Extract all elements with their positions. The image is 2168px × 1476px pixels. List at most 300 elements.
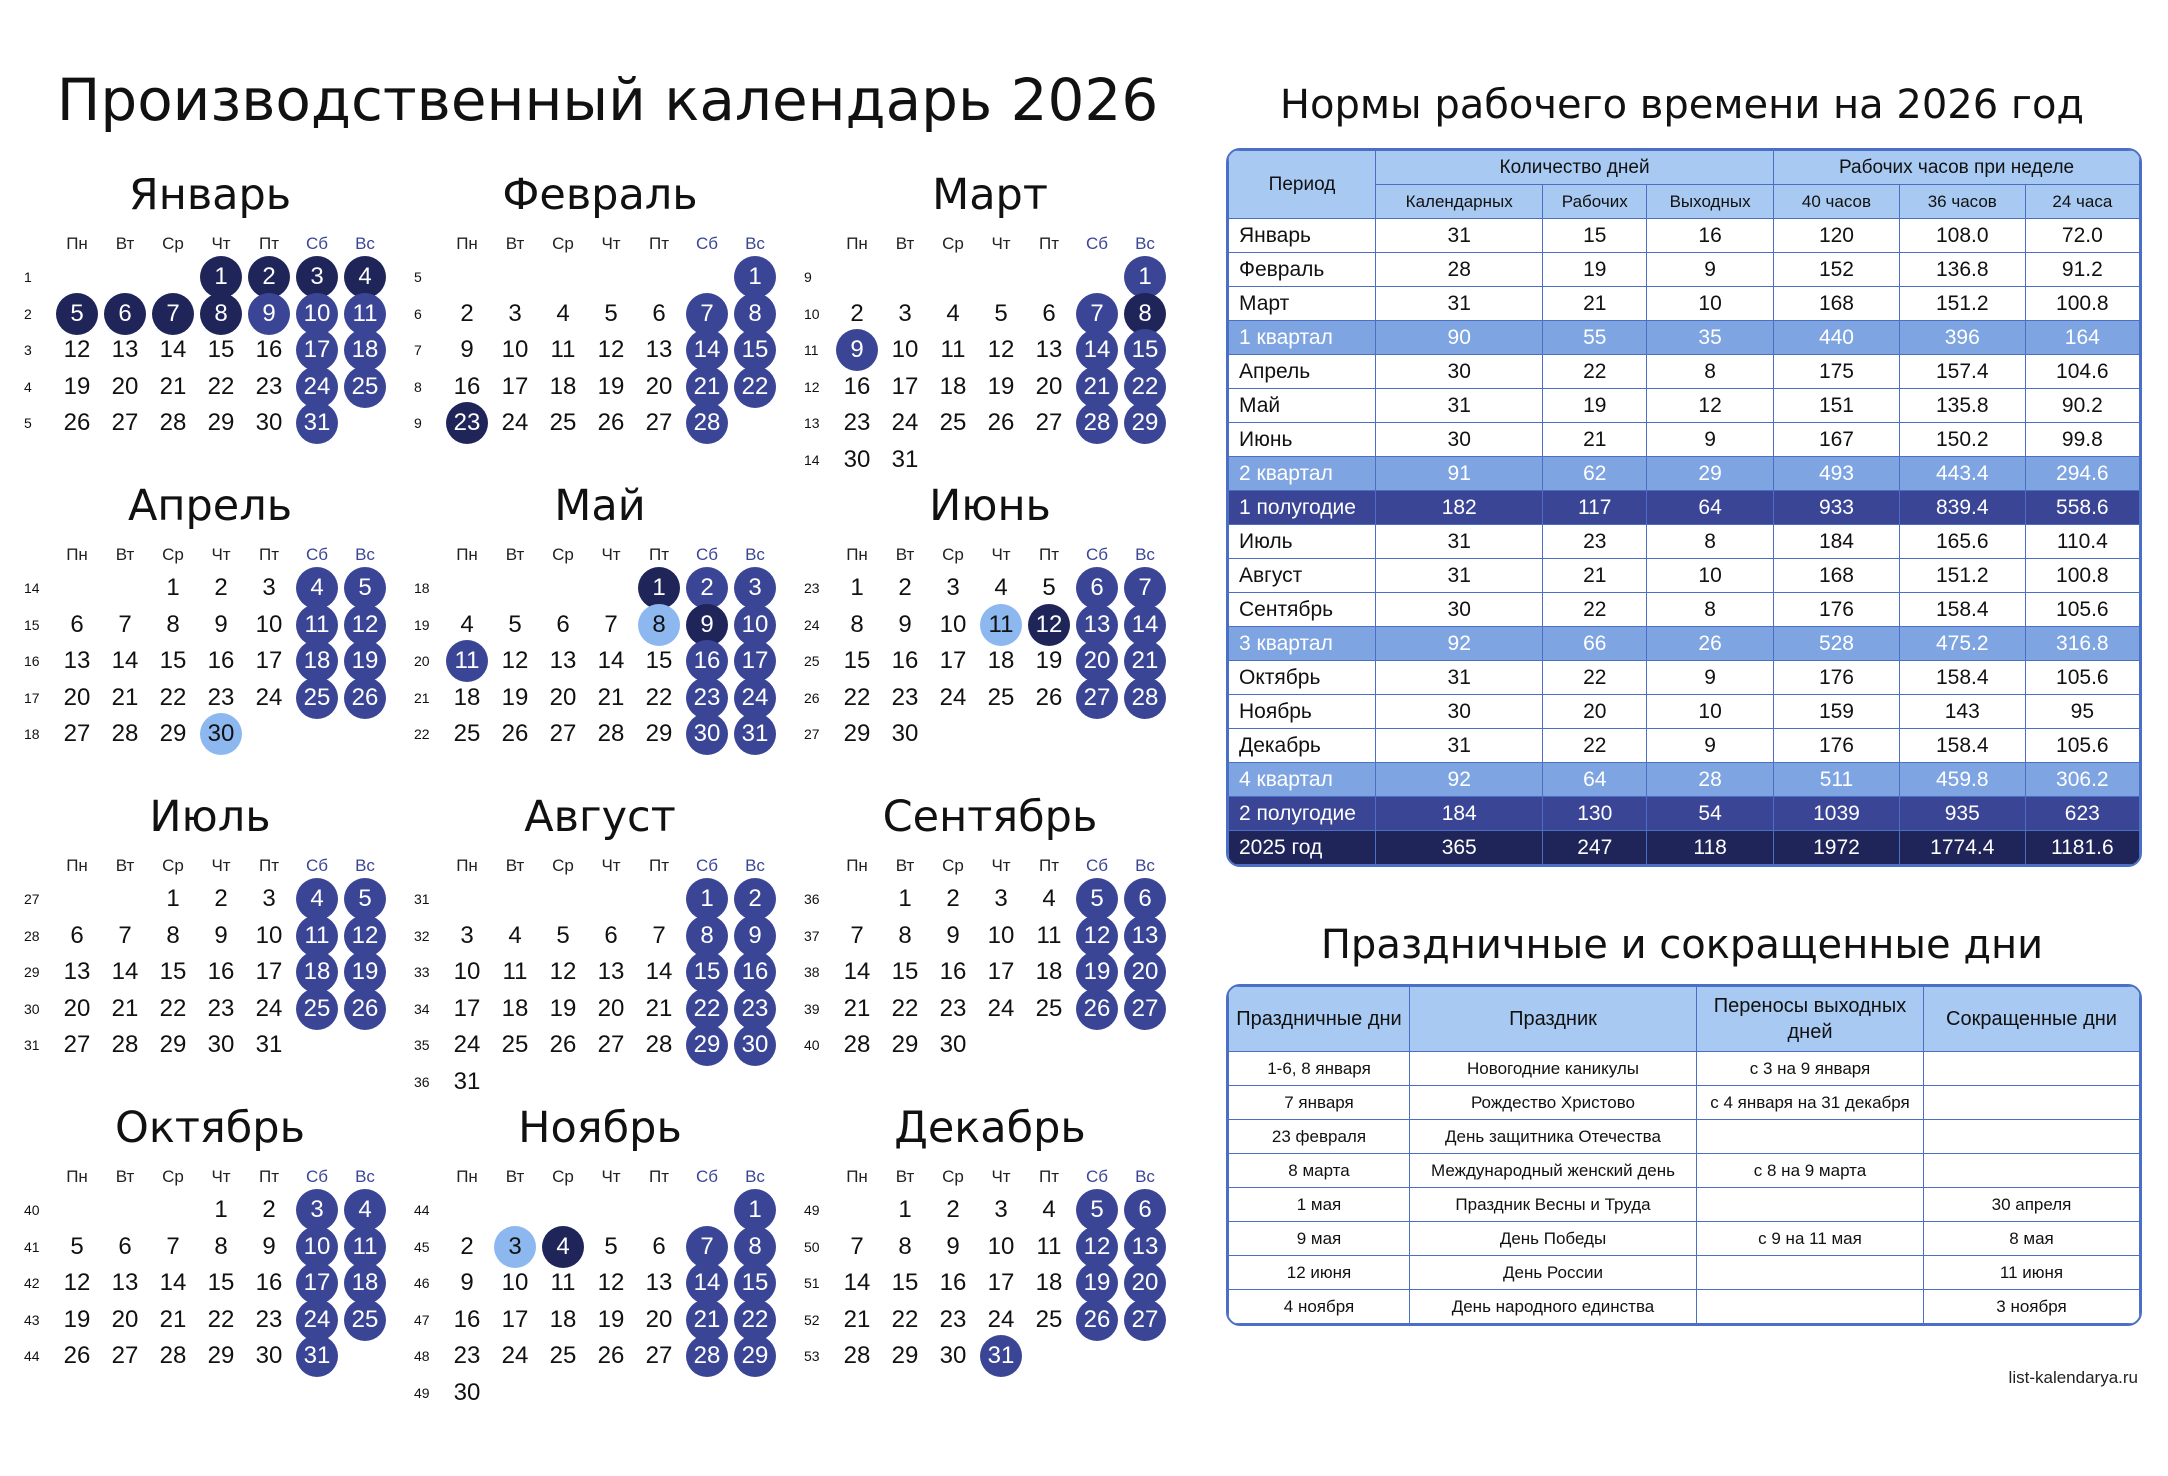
weekday-label: Пн [456,1167,478,1186]
value-cell: 443.4 [1899,457,2025,491]
value-cell: 31 [1376,219,1543,253]
value-cell: 105.6 [2025,661,2139,695]
calendar-day: 23 [891,683,919,711]
calendar-day: 17 [255,647,283,674]
value-cell: 9 [1647,423,1774,457]
weekday-label: Ср [552,856,574,875]
weekday-label: Сб [1085,856,1108,875]
value-cell: 21 [1543,559,1647,593]
calendar-day: 1 [200,256,242,298]
calendar-day: 28 [843,1031,871,1058]
value-cell: 26 [1647,627,1774,661]
calendar-day: 20 [63,683,91,711]
value-cell: 168 [1774,559,1900,593]
calendar-day: 10 [255,921,283,949]
calendar-day: 16 [207,958,235,985]
weekday-label: Вс [745,234,765,253]
calendar-day: 5 [344,567,386,609]
calendar-day: 19 [597,372,625,400]
week-number: 43 [24,1311,40,1328]
value-cell: 30 [1376,695,1543,729]
calendar-day: 6 [1042,299,1056,327]
calendar-day: 14 [1076,329,1118,371]
calendar-day: 5 [604,299,618,327]
calendar-day: 2 [248,256,290,298]
week-number: 17 [24,689,40,706]
week-number: 24 [804,616,820,633]
table-row [1229,831,2140,865]
value-cell: 90.2 [2025,389,2139,423]
weekday-label: Пт [258,545,279,564]
table-row [1229,355,2140,389]
holiday-row [1229,1086,2140,1120]
calendar-day: 22 [645,683,673,711]
calendar-day: 15 [645,647,673,674]
calendar-day: 1 [166,885,180,912]
calendar-day: 25 [939,409,967,436]
calendar-day: 26 [1035,683,1063,711]
calendar-day: 22 [891,1305,919,1333]
week-number: 41 [24,1238,40,1255]
calendar-day: 11 [1036,921,1062,949]
calendar-day: 20 [549,683,577,711]
calendar-day: 1 [686,878,728,920]
calendar-day: 17 [987,1269,1015,1296]
calendar-day: 24 [296,1299,338,1341]
calendar-day: 17 [734,640,776,682]
calendar-day: 24 [987,1305,1015,1333]
calendar-day: 20 [1035,372,1063,400]
calendar-day: 12 [987,336,1015,363]
period-cell: Сентябрь [1229,593,1376,627]
calendar-day: 28 [686,1335,728,1377]
value-cell: 100.8 [2025,559,2139,593]
week-number: 29 [24,964,40,980]
value-cell: 528 [1774,627,1900,661]
value-cell: 933 [1774,491,1900,525]
calendar-day: 17 [453,994,481,1022]
value-cell: 31 [1376,559,1543,593]
weekday-label: Вт [505,234,525,253]
table-row [1229,287,2140,321]
value-cell: 23 [1543,525,1647,559]
week-number: 42 [24,1275,40,1291]
week-number: 14 [804,451,820,468]
weekday-label: Вт [895,856,915,875]
calendar-day: 22 [843,683,871,711]
table-row [1229,253,2140,287]
week-number: 7 [414,342,422,358]
calendar-day: 9 [898,610,912,638]
holiday-cell: 8 мая [1924,1222,2140,1256]
weekday-label: Чт [601,545,621,564]
weekday-label: Пт [1038,234,1059,253]
calendar-day: 10 [987,1232,1015,1260]
value-cell: 158.4 [1899,593,2025,627]
holiday-cell: 30 апреля [1924,1188,2140,1222]
holidays-table [1226,984,2142,1326]
period-cell: 4 квартал [1229,763,1376,797]
calendar-day: 27 [1035,409,1063,436]
calendar-day: 24 [501,409,529,436]
value-cell: 21 [1543,423,1647,457]
week-number: 21 [414,689,430,706]
calendar-day: 31 [255,1031,283,1058]
table-row [1229,219,2140,253]
calendar-day: 29 [1124,402,1166,444]
week-number: 27 [24,891,40,907]
calendar-day: 5 [56,293,98,335]
value-cell: 176 [1774,593,1900,627]
table-row [1229,763,2140,797]
value-cell: 35 [1647,321,1774,355]
calendar-day: 7 [652,921,666,949]
calendar-day: 15 [207,336,235,363]
calendar-day: 1 [734,1189,776,1231]
calendar-day: 9 [946,1232,960,1260]
weekday-label: Чт [211,1167,231,1186]
weekday-label: Ср [552,234,574,253]
calendar-day: 21 [111,683,139,711]
weekday-label: Пт [258,234,279,253]
holiday-row [1229,1290,2140,1324]
value-cell: 22 [1543,355,1647,389]
week-number: 49 [414,1384,430,1401]
week-number: 51 [804,1275,820,1291]
week-number: 44 [414,1202,430,1218]
calendar-day: 19 [987,372,1015,400]
week-number: 49 [804,1202,820,1218]
calendar-day: 30 [939,1342,967,1369]
week-number: 18 [414,580,430,596]
calendar-day: 24 [453,1031,481,1058]
period-cell: Декабрь [1229,729,1376,763]
month-name: Июль [149,792,271,842]
value-cell: 152 [1774,253,1900,287]
holiday-cell: День народного единства [1410,1290,1697,1324]
calendar-day: 15 [891,1269,919,1296]
week-number: 31 [24,1037,40,1053]
holiday-cell: 1 мая [1229,1188,1410,1222]
calendar-day: 16 [255,336,283,363]
value-cell: 130 [1543,797,1647,831]
calendar-day: 28 [111,720,139,747]
calendar-day: 21 [159,372,187,400]
calendar-day: 30 [255,1342,283,1369]
value-cell: 168 [1774,287,1900,321]
value-cell: 511 [1774,763,1900,797]
value-cell: 159 [1774,695,1900,729]
calendar-day: 26 [344,677,386,719]
holiday-cell: с 9 на 11 мая [1697,1222,1924,1256]
holiday-row [1229,1256,2140,1290]
value-cell: 1972 [1774,831,1900,865]
calendar-day: 7 [1124,567,1166,609]
calendar-day: 8 [898,1232,912,1260]
calendar-day: 8 [734,1226,776,1268]
week-number: 40 [24,1202,40,1218]
value-cell: 92 [1376,627,1543,661]
calendar-day: 15 [159,958,187,985]
calendar-day: 18 [344,329,386,371]
calendar-day: 1 [214,1196,228,1223]
period-cell: 3 квартал [1229,627,1376,661]
calendar-day: 15 [686,951,728,993]
calendar-day: 19 [344,640,386,682]
week-number: 53 [804,1348,820,1364]
calendar-day: 7 [686,1226,728,1268]
calendar-day: 26 [501,720,529,747]
calendar-day: 21 [597,683,625,711]
table-row [1229,627,2140,661]
calendar-day: 24 [891,409,919,436]
week-number: 8 [414,378,422,395]
week-number: 25 [804,653,820,669]
calendar-day: 15 [734,329,776,371]
week-number: 26 [804,689,820,706]
calendar-day: 25 [453,720,481,747]
calendar-day: 27 [63,1031,91,1058]
week-number: 2 [24,305,32,322]
calendar-day: 31 [453,1067,481,1095]
weekday-label: Чт [991,1167,1011,1186]
weekday-label: Вс [1135,545,1155,564]
weekday-label: Сб [305,856,328,875]
holiday-cell [1697,1290,1924,1324]
calendar-day: 18 [453,683,481,711]
calendar-day: 7 [152,293,194,335]
calendar-day: 16 [939,958,967,985]
calendar-day: 8 [166,610,180,638]
page-title: Производственный календарь 2026 [56,66,1159,134]
value-cell: 28 [1647,763,1774,797]
calendar-day: 15 [734,1262,776,1304]
value-cell: 365 [1376,831,1543,865]
calendar-day: 8 [166,921,180,949]
value-cell: 22 [1543,593,1647,627]
calendar-day: 12 [1076,915,1118,957]
week-number: 14 [24,580,40,596]
calendar-day: 23 [686,677,728,719]
value-cell: 120 [1774,219,1900,253]
value-cell: 247 [1543,831,1647,865]
site-link[interactable]: list-kalendarya.ru [2008,1368,2138,1387]
weekday-label: Ср [162,234,184,253]
calendar-day: 19 [1035,647,1063,674]
holiday-cell: 11 июня [1924,1256,2140,1290]
calendar-day: 23 [255,1305,283,1333]
value-cell: 316.8 [2025,627,2139,661]
calendar-day: 3 [508,299,522,327]
month-name: Апрель [127,481,293,531]
calendar-day: 21 [1124,640,1166,682]
calendar-day: 3 [994,885,1008,912]
calendar-day: 4 [344,256,386,298]
period-cell: 1 квартал [1229,321,1376,355]
calendar-day: 28 [111,1031,139,1058]
calendar-day: 23 [843,409,871,436]
calendar-day: 22 [686,988,728,1030]
weekday-label: Сб [1085,234,1108,253]
calendar-day: 4 [344,1189,386,1231]
calendar-day: 13 [111,1269,139,1296]
calendar-day: 11 [344,1226,386,1268]
calendar-day: 11 [1036,1232,1062,1260]
weekday-label: Пн [846,856,868,875]
value-cell: 151.2 [1899,559,2025,593]
calendar-day: 12 [597,1269,625,1296]
value-cell: 95 [2025,695,2139,729]
calendar-day: 11 [296,915,338,957]
header-hours: Рабочих часов при неделе [1774,151,2140,185]
weekday-label: Вс [745,1167,765,1186]
calendar-day: 14 [686,329,728,371]
value-cell: 31 [1376,287,1543,321]
holiday-cell: 8 марта [1229,1154,1410,1188]
calendar-day: 1 [1124,256,1166,298]
calendar-day: 18 [939,372,967,400]
calendar-day: 18 [344,1262,386,1304]
period-cell: Март [1229,287,1376,321]
calendar-day: 27 [549,720,577,747]
calendar-day: 11 [344,293,386,335]
value-cell: 459.8 [1899,763,2025,797]
weekday-label: Чт [211,856,231,875]
month-name: Февраль [502,170,698,220]
calendar-day: 14 [111,958,139,985]
calendar-day: 23 [734,988,776,1030]
calendar-day: 11 [446,640,488,682]
calendar-day: 3 [898,299,912,327]
calendar-day: 3 [262,574,276,601]
calendar-day: 21 [645,994,673,1022]
calendar-day: 22 [207,1305,235,1333]
weekday-label: Сб [305,1167,328,1186]
calendar-day: 30 [891,720,919,747]
calendar-day: 5 [604,1232,618,1260]
calendar-day: 2 [214,885,228,912]
calendar-day: 27 [1124,988,1166,1030]
calendar-day: 24 [939,683,967,711]
calendar-day: 24 [734,677,776,719]
value-cell: 165.6 [1899,525,2025,559]
calendar-day: 6 [118,1232,132,1260]
value-cell: 21 [1543,287,1647,321]
week-number: 16 [24,653,40,669]
calendar-day: 26 [1076,988,1118,1030]
calendar-day: 31 [296,1335,338,1377]
calendar-day: 17 [501,1305,529,1333]
value-cell: 151.2 [1899,287,2025,321]
weekday-label: Пт [648,234,669,253]
calendar-day: 24 [987,994,1015,1022]
holiday-cell: День Победы [1410,1222,1697,1256]
weekday-label: Вт [505,856,525,875]
period-cell: Май [1229,389,1376,423]
value-cell: 31 [1376,389,1543,423]
value-cell: 104.6 [2025,355,2139,389]
week-number: 23 [804,580,820,596]
value-cell: 117 [1543,491,1647,525]
holiday-cell: 12 июня [1229,1256,1410,1290]
calendar-day: 27 [111,1342,139,1369]
week-number: 22 [414,726,430,742]
calendar-day: 18 [296,951,338,993]
calendar-day: 9 [214,921,228,949]
value-cell: 105.6 [2025,729,2139,763]
value-cell: 9 [1647,729,1774,763]
week-number: 32 [414,927,430,944]
calendar-day: 13 [549,647,577,674]
value-cell: 108.0 [1899,219,2025,253]
weekday-label: Вт [115,545,135,564]
weekday-label: Вс [355,856,375,875]
calendar-day: 18 [549,1305,577,1333]
calendar-day: 24 [255,994,283,1022]
weekday-label: Вт [505,545,525,564]
calendar-day: 20 [645,372,673,400]
calendar-day: 25 [549,409,577,436]
holiday-cell [1697,1188,1924,1222]
period-cell: Июль [1229,525,1376,559]
table-row [1229,729,2140,763]
holiday-cell: 3 ноября [1924,1290,2140,1324]
weekday-label: Вс [1135,234,1155,253]
calendar-day: 6 [604,921,618,949]
calendar-day: 30 [843,445,871,473]
weekday-label: Сб [305,545,328,564]
value-cell: 30 [1376,423,1543,457]
calendar-day: 2 [686,567,728,609]
weekday-label: Ср [552,545,574,564]
calendar-day: 7 [118,610,132,638]
weekday-label: Ср [942,545,964,564]
weekday-label: Сб [695,234,718,253]
value-cell: 175 [1774,355,1900,389]
week-number: 3 [24,342,32,358]
weekday-label: Пт [258,856,279,875]
calendar-day: 6 [1076,567,1118,609]
calendar-day: 1 [898,885,912,912]
period-cell: 2 полугодие [1229,797,1376,831]
value-cell: 31 [1376,525,1543,559]
calendar-day: 8 [214,1232,228,1260]
calendar-day: 18 [1035,958,1063,985]
week-number: 5 [414,269,422,285]
holiday-row [1229,1052,2140,1086]
value-cell: 935 [1899,797,2025,831]
calendar-day: 20 [111,1305,139,1333]
calendar-day: 5 [1076,878,1118,920]
period-cell: Январь [1229,219,1376,253]
week-number: 37 [804,927,820,944]
calendar-day: 14 [843,1269,871,1296]
weekday-label: Пн [456,856,478,875]
calendar-day: 27 [645,1342,673,1369]
weekday-label: Ср [552,1167,574,1186]
week-number: 48 [414,1348,430,1364]
calendar-day: 21 [159,1305,187,1333]
calendar-day: 14 [686,1262,728,1304]
calendar-day: 10 [987,921,1015,949]
calendar-day: 16 [255,1269,283,1296]
calendar-day: 14 [1124,604,1166,646]
calendar-day: 5 [994,299,1008,327]
calendar-day: 15 [1124,329,1166,371]
weekday-label: Ср [942,1167,964,1186]
value-cell: 1774.4 [1899,831,2025,865]
calendar-day: 7 [604,610,618,638]
